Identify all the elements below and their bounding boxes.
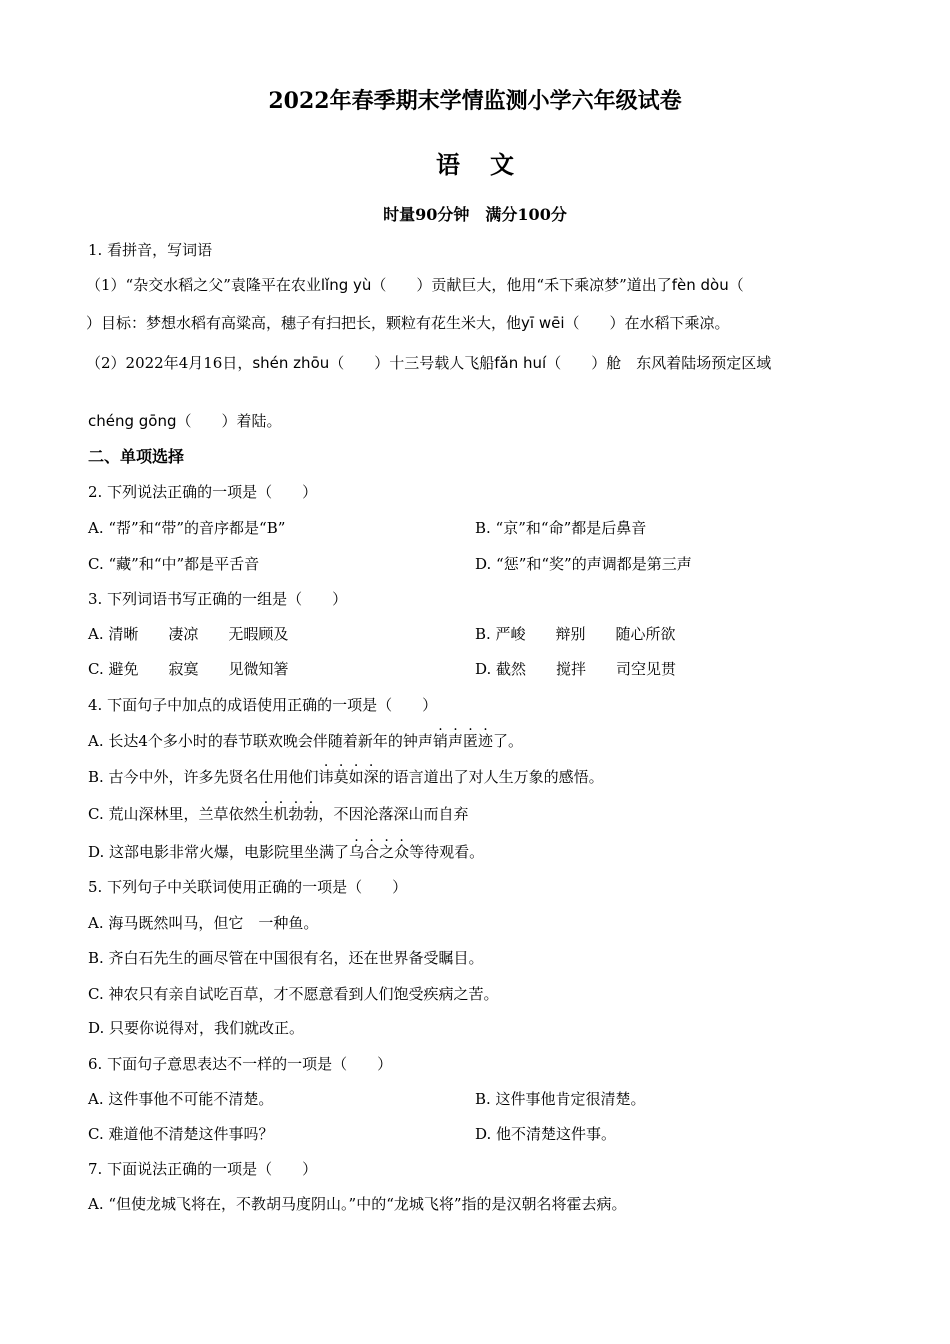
q4-d-dotted-idiom xyxy=(349,843,409,861)
section-2-title: 二、单项选择 xyxy=(88,447,185,466)
dotted-char: 勃 xyxy=(288,805,304,823)
q5-option-d: D. 只要你说得对，我们就改正。 xyxy=(88,1019,305,1037)
dotted-char: 生 xyxy=(258,805,274,823)
q5-option-a: A. 海马既然叫马，但它 一种鱼。 xyxy=(88,914,319,932)
dotted-char: 合 xyxy=(364,843,380,861)
q6-option-d: D. 他不清楚这件事。 xyxy=(475,1125,617,1143)
q7-option-a: A. “但使龙城飞将在，不教胡马度阴山。”中的“龙城飞将”指的是汉朝名将霍去病。 xyxy=(88,1195,627,1213)
q3-stem: 3. 下列词语书写正确的一组是（ ） xyxy=(88,590,348,608)
q2-stem: 2. 下列说法正确的一项是（ ） xyxy=(88,483,318,501)
q1-line-2: ）目标：梦想水稻有高粱高，穗子有扫把长，颗粒有花生米大，他yī wēi（ ）在水稻下乘凉。 xyxy=(86,314,730,332)
q1-line-1: （1）“杂交水稻之父”袁隆平在农业lǐng yù（ ）贡献巨大，他用“禾下乘凉梦”道出了fèn dòu（ xyxy=(86,276,744,294)
q5-stem: 5. 下列句子中关联词使用正确的一项是（ ） xyxy=(88,878,408,896)
exam-info: 时量90分钟 满分100分 xyxy=(383,205,567,224)
dotted-char: 深 xyxy=(363,768,379,786)
pinyin-yi-wei: yī wēi xyxy=(521,314,565,332)
pinyin-fan-hui: fǎn huí xyxy=(494,354,547,372)
q2-option-d: D. “惩”和“奖”的声调都是第三声 xyxy=(475,555,692,573)
q3-option-a: A. 清晰 凄凉 无暇顾及 xyxy=(88,625,289,643)
q5-option-c: C. 神农只有亲自试吃百草，才不愿意看到人们饱受疾病之苦。 xyxy=(88,985,499,1003)
q6-option-b: B. 这件事他肯定很清楚。 xyxy=(475,1090,646,1108)
pinyin-shen-zhou: shén zhōu xyxy=(252,354,330,372)
q6-option-a: A. 这件事他不可能不清楚。 xyxy=(88,1090,274,1108)
q4-a-dotted-idiom xyxy=(433,732,493,750)
dotted-char: 匿 xyxy=(462,732,478,750)
dotted-char: 众 xyxy=(394,843,410,861)
q1-line-3: （2）2022年4月16日，shén zhōu（ ）十三号载人飞船fǎn huí（ ）舱 东风着陆场预定区域 xyxy=(86,354,772,372)
q4-b-dotted-idiom xyxy=(319,768,379,786)
q4-option-d: D. 这部电影非常火爆，电影院里坐满了乌合之众等待观看。 xyxy=(88,843,485,861)
subject-title: 语文 xyxy=(436,150,544,179)
dotted-char: 勃 xyxy=(303,805,319,823)
q6-stem: 6. 下面句子意思表达不一样的一项是（ ） xyxy=(88,1055,393,1073)
q3-option-d: D. 截然 搅拌 司空见贯 xyxy=(475,660,677,678)
q2-option-c: C. “藏”和“中”都是平舌音 xyxy=(88,555,260,573)
q2-option-a: A. “帮”和“带”的音序都是“B” xyxy=(88,519,286,537)
q4-c-dotted-idiom xyxy=(258,805,318,823)
q5-option-b: B. 齐白石先生的画尽管在中国很有名，还在世界备受瞩目。 xyxy=(88,949,484,967)
q6-option-c: C. 难道他不清楚这件事吗？ xyxy=(88,1125,274,1143)
q3-option-b: B. 严峻 辩别 随心所欲 xyxy=(475,625,676,643)
q4-option-c: C. 荒山深林里，兰草依然生机勃勃，不因沦落深山而自弃 xyxy=(88,805,469,823)
q3-option-c: C. 避免 寂寞 见微知箸 xyxy=(88,660,289,678)
q4-option-b: B. 古今中外，许多先贤名仕用他们讳莫如深的语言道出了对人生万象的感悟。 xyxy=(88,768,604,786)
dotted-char: 机 xyxy=(273,805,289,823)
pinyin-cheng-gong: chéng gōng xyxy=(88,412,177,430)
dotted-char: 之 xyxy=(379,843,395,861)
exam-title: 2022年春季期末学情监测小学六年级试卷 xyxy=(268,88,682,114)
dotted-char: 声 xyxy=(447,732,463,750)
dotted-char: 销 xyxy=(432,732,448,750)
dotted-char: 迹 xyxy=(477,732,493,750)
q4-option-a: A. 长达4个多小时的春节联欢晚会伴随着新年的钟声销声匿迹了。 xyxy=(88,732,523,750)
q1-title: 1. 看拼音，写词语 xyxy=(88,241,213,259)
dotted-char: 如 xyxy=(348,768,364,786)
pinyin-fen-dou: fèn dòu xyxy=(671,276,729,294)
q4-stem: 4. 下面句子中加点的成语使用正确的一项是（ ） xyxy=(88,696,438,714)
q2-option-b: B. “京”和“命”都是后鼻音 xyxy=(475,519,647,537)
q7-stem: 7. 下面说法正确的一项是（ ） xyxy=(88,1160,318,1178)
dotted-char: 讳 xyxy=(318,768,334,786)
dotted-char: 乌 xyxy=(349,843,365,861)
dotted-char: 莫 xyxy=(333,768,349,786)
q1-line-4: chéng gōng（ ）着陆。 xyxy=(88,412,282,430)
pinyin-ling-yu: lǐng yù xyxy=(320,276,372,294)
